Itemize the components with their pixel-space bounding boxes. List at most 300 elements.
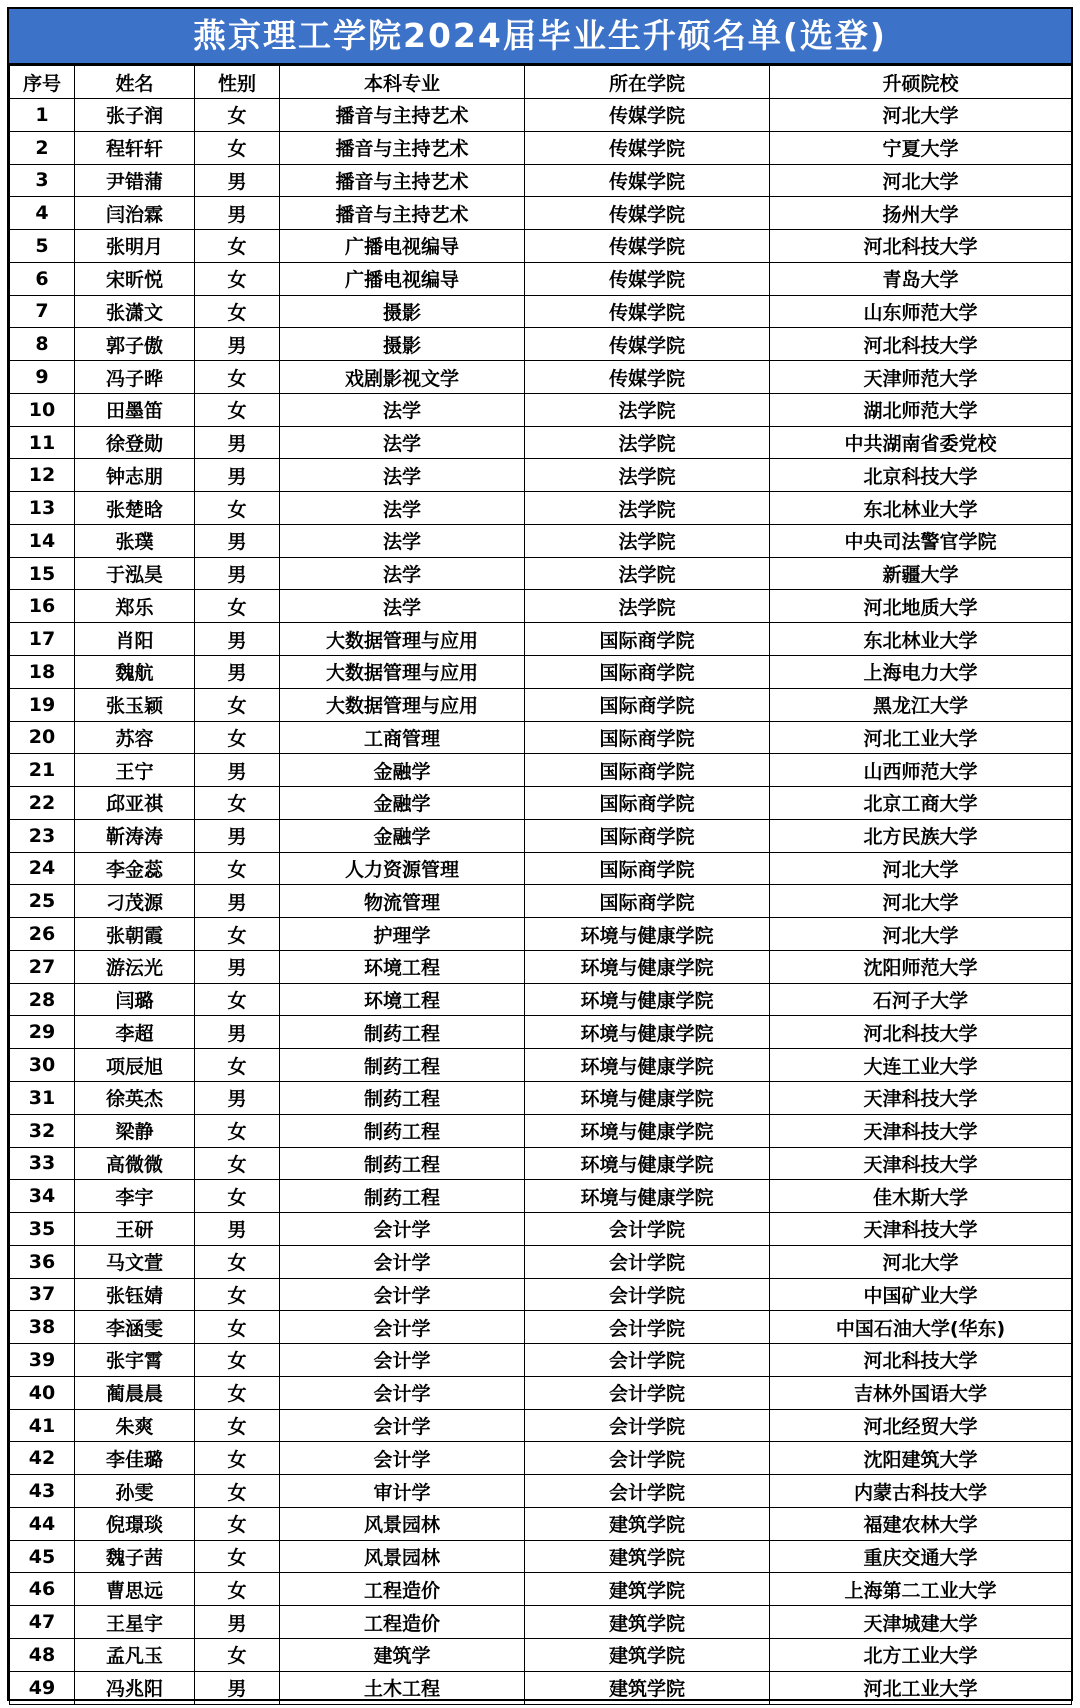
table-row	[10, 787, 1072, 820]
cell-gender: 女	[195, 492, 280, 525]
cell-target-school: 山东师范大学	[770, 295, 1072, 328]
cell-major: 审计学	[280, 1475, 525, 1508]
table-row	[10, 164, 1072, 197]
cell-college: 传媒学院	[525, 361, 770, 394]
table-row	[10, 623, 1072, 656]
table-row	[10, 1540, 1072, 1573]
cell-target-school: 北方民族大学	[770, 819, 1072, 852]
table-row	[10, 328, 1072, 361]
cell-major: 会计学	[280, 1344, 525, 1377]
cell-major: 会计学	[280, 1442, 525, 1475]
table-row	[10, 885, 1072, 918]
cell-gender: 女	[195, 1409, 280, 1442]
cell-target-school: 北京科技大学	[770, 459, 1072, 492]
table-row	[10, 918, 1072, 951]
cell-name: 苏容	[75, 721, 195, 754]
cell-gender: 女	[195, 1114, 280, 1147]
cell-target-school: 河北科技大学	[770, 328, 1072, 361]
cell-index: 36	[10, 1245, 75, 1278]
table-row	[10, 131, 1072, 164]
cell-target-school: 青岛大学	[770, 262, 1072, 295]
cell-target-school: 河北大学	[770, 1245, 1072, 1278]
cell-gender: 男	[195, 1213, 280, 1246]
cell-major: 大数据管理与应用	[280, 623, 525, 656]
cell-target-school: 天津师范大学	[770, 361, 1072, 394]
cell-name: 魏子茜	[75, 1540, 195, 1573]
cell-gender: 女	[195, 590, 280, 623]
cell-name: 张朝霞	[75, 918, 195, 951]
table-row	[10, 754, 1072, 787]
cell-college: 国际商学院	[525, 819, 770, 852]
cell-gender: 女	[195, 230, 280, 263]
table-row	[10, 1442, 1072, 1475]
cell-college: 法学院	[525, 393, 770, 426]
table-row	[10, 656, 1072, 689]
cell-target-school: 河北大学	[770, 99, 1072, 132]
cell-college: 法学院	[525, 557, 770, 590]
header-college: 所在学院	[525, 66, 770, 99]
cell-gender: 女	[195, 1507, 280, 1540]
cell-major: 制药工程	[280, 1049, 525, 1082]
cell-name: 徐英杰	[75, 1081, 195, 1114]
cell-college: 法学院	[525, 426, 770, 459]
cell-name: 孙雯	[75, 1475, 195, 1508]
cell-name: 王星宇	[75, 1606, 195, 1639]
cell-college: 传媒学院	[525, 164, 770, 197]
table-row	[10, 1507, 1072, 1540]
table-row	[10, 1638, 1072, 1671]
cell-college: 环境与健康学院	[525, 1147, 770, 1180]
cell-index: 25	[10, 885, 75, 918]
cell-index: 10	[10, 393, 75, 426]
cell-name: 肖阳	[75, 623, 195, 656]
table-row	[10, 852, 1072, 885]
cell-target-school: 河北科技大学	[770, 1344, 1072, 1377]
cell-target-school: 新疆大学	[770, 557, 1072, 590]
cell-target-school: 大连工业大学	[770, 1049, 1072, 1082]
cell-major: 播音与主持艺术	[280, 164, 525, 197]
cell-major: 法学	[280, 426, 525, 459]
cell-gender: 女	[195, 1475, 280, 1508]
cell-gender: 女	[195, 688, 280, 721]
header-index: 序号	[10, 66, 75, 99]
cell-index: 14	[10, 524, 75, 557]
table-row	[10, 1475, 1072, 1508]
table-row	[10, 426, 1072, 459]
cell-name: 张明月	[75, 230, 195, 263]
table-row	[10, 197, 1072, 230]
cell-name: 靳涛涛	[75, 819, 195, 852]
cell-name: 曹思远	[75, 1573, 195, 1606]
cell-name: 孟凡玉	[75, 1638, 195, 1671]
cell-major: 风景园林	[280, 1540, 525, 1573]
cell-target-school: 中国矿业大学	[770, 1278, 1072, 1311]
table-row	[10, 1213, 1072, 1246]
cell-target-school: 河北科技大学	[770, 230, 1072, 263]
cell-gender: 女	[195, 787, 280, 820]
cell-target-school: 天津科技大学	[770, 1081, 1072, 1114]
cell-major: 大数据管理与应用	[280, 688, 525, 721]
cell-gender: 女	[195, 1278, 280, 1311]
cell-major: 法学	[280, 459, 525, 492]
cell-index: 20	[10, 721, 75, 754]
cell-college: 环境与健康学院	[525, 1049, 770, 1082]
table-row	[10, 1180, 1072, 1213]
cell-target-school: 上海电力大学	[770, 656, 1072, 689]
cell-index: 4	[10, 197, 75, 230]
table-row	[10, 1311, 1072, 1344]
cell-target-school: 黑龙江大学	[770, 688, 1072, 721]
cell-major: 会计学	[280, 1409, 525, 1442]
cell-name: 张潇文	[75, 295, 195, 328]
cell-gender: 女	[195, 131, 280, 164]
cell-name: 李涵雯	[75, 1311, 195, 1344]
cell-target-school: 河北经贸大学	[770, 1409, 1072, 1442]
table-row	[10, 1671, 1072, 1704]
cell-gender: 男	[195, 623, 280, 656]
cell-index: 17	[10, 623, 75, 656]
cell-major: 播音与主持艺术	[280, 197, 525, 230]
cell-gender: 女	[195, 1147, 280, 1180]
cell-college: 环境与健康学院	[525, 1081, 770, 1114]
cell-college: 传媒学院	[525, 131, 770, 164]
cell-major: 大数据管理与应用	[280, 656, 525, 689]
cell-target-school: 河北科技大学	[770, 1016, 1072, 1049]
cell-gender: 女	[195, 1376, 280, 1409]
cell-college: 环境与健康学院	[525, 950, 770, 983]
cell-name: 王研	[75, 1213, 195, 1246]
cell-name: 李超	[75, 1016, 195, 1049]
cell-major: 法学	[280, 524, 525, 557]
cell-target-school: 河北大学	[770, 164, 1072, 197]
cell-major: 法学	[280, 557, 525, 590]
cell-college: 传媒学院	[525, 230, 770, 263]
cell-college: 建筑学院	[525, 1507, 770, 1540]
table-row	[10, 393, 1072, 426]
cell-college: 会计学院	[525, 1409, 770, 1442]
cell-college: 国际商学院	[525, 656, 770, 689]
cell-index: 28	[10, 983, 75, 1016]
cell-gender: 女	[195, 393, 280, 426]
table-row	[10, 1573, 1072, 1606]
table-row	[10, 1147, 1072, 1180]
cell-college: 环境与健康学院	[525, 1016, 770, 1049]
table-header-row	[10, 66, 1072, 99]
cell-college: 建筑学院	[525, 1638, 770, 1671]
table-row	[10, 688, 1072, 721]
cell-target-school: 沈阳师范大学	[770, 950, 1072, 983]
cell-target-school: 中国石油大学(华东)	[770, 1311, 1072, 1344]
cell-name: 马文萱	[75, 1245, 195, 1278]
cell-name: 倪璟琰	[75, 1507, 195, 1540]
cell-major: 广播电视编导	[280, 230, 525, 263]
table-row	[10, 1114, 1072, 1147]
cell-index: 41	[10, 1409, 75, 1442]
cell-college: 法学院	[525, 524, 770, 557]
cell-index: 7	[10, 295, 75, 328]
cell-name: 梁静	[75, 1114, 195, 1147]
cell-major: 风景园林	[280, 1507, 525, 1540]
table-row	[10, 459, 1072, 492]
cell-name: 张宇霄	[75, 1344, 195, 1377]
cell-major: 工程造价	[280, 1606, 525, 1639]
cell-name: 李佳璐	[75, 1442, 195, 1475]
cell-name: 王宁	[75, 754, 195, 787]
cell-college: 会计学院	[525, 1213, 770, 1246]
cell-name: 蔺晨晨	[75, 1376, 195, 1409]
cell-gender: 女	[195, 1573, 280, 1606]
cell-gender: 男	[195, 885, 280, 918]
cell-index: 23	[10, 819, 75, 852]
table-row	[10, 361, 1072, 394]
cell-major: 戏剧影视文学	[280, 361, 525, 394]
cell-target-school: 河北地质大学	[770, 590, 1072, 623]
table-row	[10, 1409, 1072, 1442]
cell-target-school: 福建农林大学	[770, 1507, 1072, 1540]
cell-college: 法学院	[525, 590, 770, 623]
cell-name: 项辰旭	[75, 1049, 195, 1082]
cell-major: 制药工程	[280, 1114, 525, 1147]
cell-index: 16	[10, 590, 75, 623]
cell-index: 32	[10, 1114, 75, 1147]
cell-college: 传媒学院	[525, 99, 770, 132]
cell-major: 物流管理	[280, 885, 525, 918]
table-row	[10, 1081, 1072, 1114]
graduate-table	[9, 65, 1072, 1705]
cell-gender: 男	[195, 656, 280, 689]
cell-target-school: 扬州大学	[770, 197, 1072, 230]
cell-major: 会计学	[280, 1213, 525, 1246]
cell-gender: 男	[195, 557, 280, 590]
cell-name: 张楚晗	[75, 492, 195, 525]
table-row	[10, 1278, 1072, 1311]
cell-name: 尹错蒲	[75, 164, 195, 197]
cell-major: 环境工程	[280, 983, 525, 1016]
cell-name: 张子润	[75, 99, 195, 132]
cell-college: 会计学院	[525, 1344, 770, 1377]
cell-index: 21	[10, 754, 75, 787]
cell-major: 法学	[280, 590, 525, 623]
cell-target-school: 重庆交通大学	[770, 1540, 1072, 1573]
cell-index: 22	[10, 787, 75, 820]
cell-name: 程轩轩	[75, 131, 195, 164]
cell-college: 国际商学院	[525, 754, 770, 787]
table-row	[10, 295, 1072, 328]
table-body	[10, 99, 1072, 1705]
cell-college: 法学院	[525, 459, 770, 492]
cell-major: 制药工程	[280, 1081, 525, 1114]
cell-gender: 男	[195, 426, 280, 459]
cell-name: 钟志朋	[75, 459, 195, 492]
table-row	[10, 99, 1072, 132]
table-row	[10, 524, 1072, 557]
cell-target-school: 沈阳建筑大学	[770, 1442, 1072, 1475]
table-row	[10, 1049, 1072, 1082]
cell-index: 37	[10, 1278, 75, 1311]
cell-target-school: 河北大学	[770, 852, 1072, 885]
cell-gender: 女	[195, 1442, 280, 1475]
cell-major: 护理学	[280, 918, 525, 951]
cell-gender: 女	[195, 1049, 280, 1082]
cell-major: 制药工程	[280, 1180, 525, 1213]
cell-index: 42	[10, 1442, 75, 1475]
cell-college: 会计学院	[525, 1475, 770, 1508]
cell-gender: 男	[195, 164, 280, 197]
cell-gender: 男	[195, 754, 280, 787]
cell-college: 环境与健康学院	[525, 983, 770, 1016]
table-row	[10, 983, 1072, 1016]
cell-college: 传媒学院	[525, 295, 770, 328]
table-row	[10, 590, 1072, 623]
cell-target-school: 河北大学	[770, 885, 1072, 918]
cell-index: 18	[10, 656, 75, 689]
cell-major: 会计学	[280, 1278, 525, 1311]
table-row	[10, 1344, 1072, 1377]
table-row	[10, 1376, 1072, 1409]
cell-college: 国际商学院	[525, 721, 770, 754]
cell-index: 31	[10, 1081, 75, 1114]
table-row	[10, 1606, 1072, 1639]
cell-gender: 女	[195, 295, 280, 328]
table-row	[10, 950, 1072, 983]
graduate-list-sheet	[7, 7, 1073, 1701]
cell-college: 国际商学院	[525, 623, 770, 656]
cell-index: 19	[10, 688, 75, 721]
cell-college: 建筑学院	[525, 1671, 770, 1704]
cell-index: 49	[10, 1671, 75, 1704]
cell-gender: 男	[195, 1606, 280, 1639]
cell-target-school: 天津科技大学	[770, 1147, 1072, 1180]
cell-target-school: 佳木斯大学	[770, 1180, 1072, 1213]
cell-target-school: 东北林业大学	[770, 623, 1072, 656]
cell-index: 30	[10, 1049, 75, 1082]
cell-gender: 男	[195, 950, 280, 983]
cell-target-school: 湖北师范大学	[770, 393, 1072, 426]
cell-index: 9	[10, 361, 75, 394]
cell-major: 摄影	[280, 328, 525, 361]
page-title: 燕京理工学院2024届毕业生升硕名单(选登)	[9, 9, 1071, 65]
cell-gender: 女	[195, 1540, 280, 1573]
cell-major: 会计学	[280, 1311, 525, 1344]
cell-index: 45	[10, 1540, 75, 1573]
cell-index: 29	[10, 1016, 75, 1049]
cell-name: 刁茂源	[75, 885, 195, 918]
table-row	[10, 262, 1072, 295]
cell-major: 摄影	[280, 295, 525, 328]
cell-target-school: 中央司法警官学院	[770, 524, 1072, 557]
cell-name: 于泓昊	[75, 557, 195, 590]
cell-index: 35	[10, 1213, 75, 1246]
table-row	[10, 230, 1072, 263]
cell-index: 38	[10, 1311, 75, 1344]
cell-name: 郑乐	[75, 590, 195, 623]
cell-index: 1	[10, 99, 75, 132]
cell-college: 建筑学院	[525, 1606, 770, 1639]
cell-target-school: 石河子大学	[770, 983, 1072, 1016]
cell-major: 制药工程	[280, 1147, 525, 1180]
cell-index: 13	[10, 492, 75, 525]
cell-target-school: 河北工业大学	[770, 721, 1072, 754]
table-row	[10, 721, 1072, 754]
cell-gender: 女	[195, 1311, 280, 1344]
cell-gender: 男	[195, 1671, 280, 1704]
cell-target-school: 中共湖南省委党校	[770, 426, 1072, 459]
header-target-school: 升硕院校	[770, 66, 1072, 99]
cell-major: 会计学	[280, 1376, 525, 1409]
cell-index: 6	[10, 262, 75, 295]
cell-gender: 男	[195, 197, 280, 230]
cell-gender: 女	[195, 1245, 280, 1278]
cell-target-school: 天津科技大学	[770, 1213, 1072, 1246]
cell-index: 24	[10, 852, 75, 885]
cell-college: 环境与健康学院	[525, 918, 770, 951]
cell-gender: 女	[195, 99, 280, 132]
cell-college: 传媒学院	[525, 262, 770, 295]
cell-major: 制药工程	[280, 1016, 525, 1049]
cell-target-school: 山西师范大学	[770, 754, 1072, 787]
cell-name: 闫治霖	[75, 197, 195, 230]
cell-major: 建筑学	[280, 1638, 525, 1671]
cell-index: 26	[10, 918, 75, 951]
cell-index: 48	[10, 1638, 75, 1671]
cell-name: 朱爽	[75, 1409, 195, 1442]
cell-major: 金融学	[280, 754, 525, 787]
cell-target-school: 宁夏大学	[770, 131, 1072, 164]
cell-major: 金融学	[280, 787, 525, 820]
header-name: 姓名	[75, 66, 195, 99]
cell-college: 法学院	[525, 492, 770, 525]
cell-index: 15	[10, 557, 75, 590]
cell-major: 金融学	[280, 819, 525, 852]
cell-name: 李宇	[75, 1180, 195, 1213]
cell-college: 传媒学院	[525, 328, 770, 361]
cell-college: 会计学院	[525, 1376, 770, 1409]
cell-major: 土木工程	[280, 1671, 525, 1704]
cell-name: 邱亚祺	[75, 787, 195, 820]
cell-name: 闫璐	[75, 983, 195, 1016]
cell-index: 47	[10, 1606, 75, 1639]
cell-gender: 男	[195, 328, 280, 361]
cell-name: 宋昕悦	[75, 262, 195, 295]
cell-gender: 男	[195, 1081, 280, 1114]
table-row	[10, 1245, 1072, 1278]
cell-gender: 女	[195, 918, 280, 951]
cell-target-school: 东北林业大学	[770, 492, 1072, 525]
cell-college: 国际商学院	[525, 852, 770, 885]
cell-index: 12	[10, 459, 75, 492]
cell-target-school: 天津城建大学	[770, 1606, 1072, 1639]
cell-name: 张玉颖	[75, 688, 195, 721]
table-row	[10, 492, 1072, 525]
cell-name: 李金蕊	[75, 852, 195, 885]
cell-college: 国际商学院	[525, 688, 770, 721]
cell-name: 游沄光	[75, 950, 195, 983]
header-gender: 性别	[195, 66, 280, 99]
cell-name: 冯子晔	[75, 361, 195, 394]
header-major: 本科专业	[280, 66, 525, 99]
cell-gender: 女	[195, 1344, 280, 1377]
cell-gender: 男	[195, 459, 280, 492]
cell-major: 播音与主持艺术	[280, 99, 525, 132]
cell-college: 建筑学院	[525, 1573, 770, 1606]
cell-target-school: 河北工业大学	[770, 1671, 1072, 1704]
cell-target-school: 吉林外国语大学	[770, 1376, 1072, 1409]
cell-index: 40	[10, 1376, 75, 1409]
cell-target-school: 上海第二工业大学	[770, 1573, 1072, 1606]
cell-college: 会计学院	[525, 1311, 770, 1344]
cell-name: 冯兆阳	[75, 1671, 195, 1704]
cell-index: 2	[10, 131, 75, 164]
